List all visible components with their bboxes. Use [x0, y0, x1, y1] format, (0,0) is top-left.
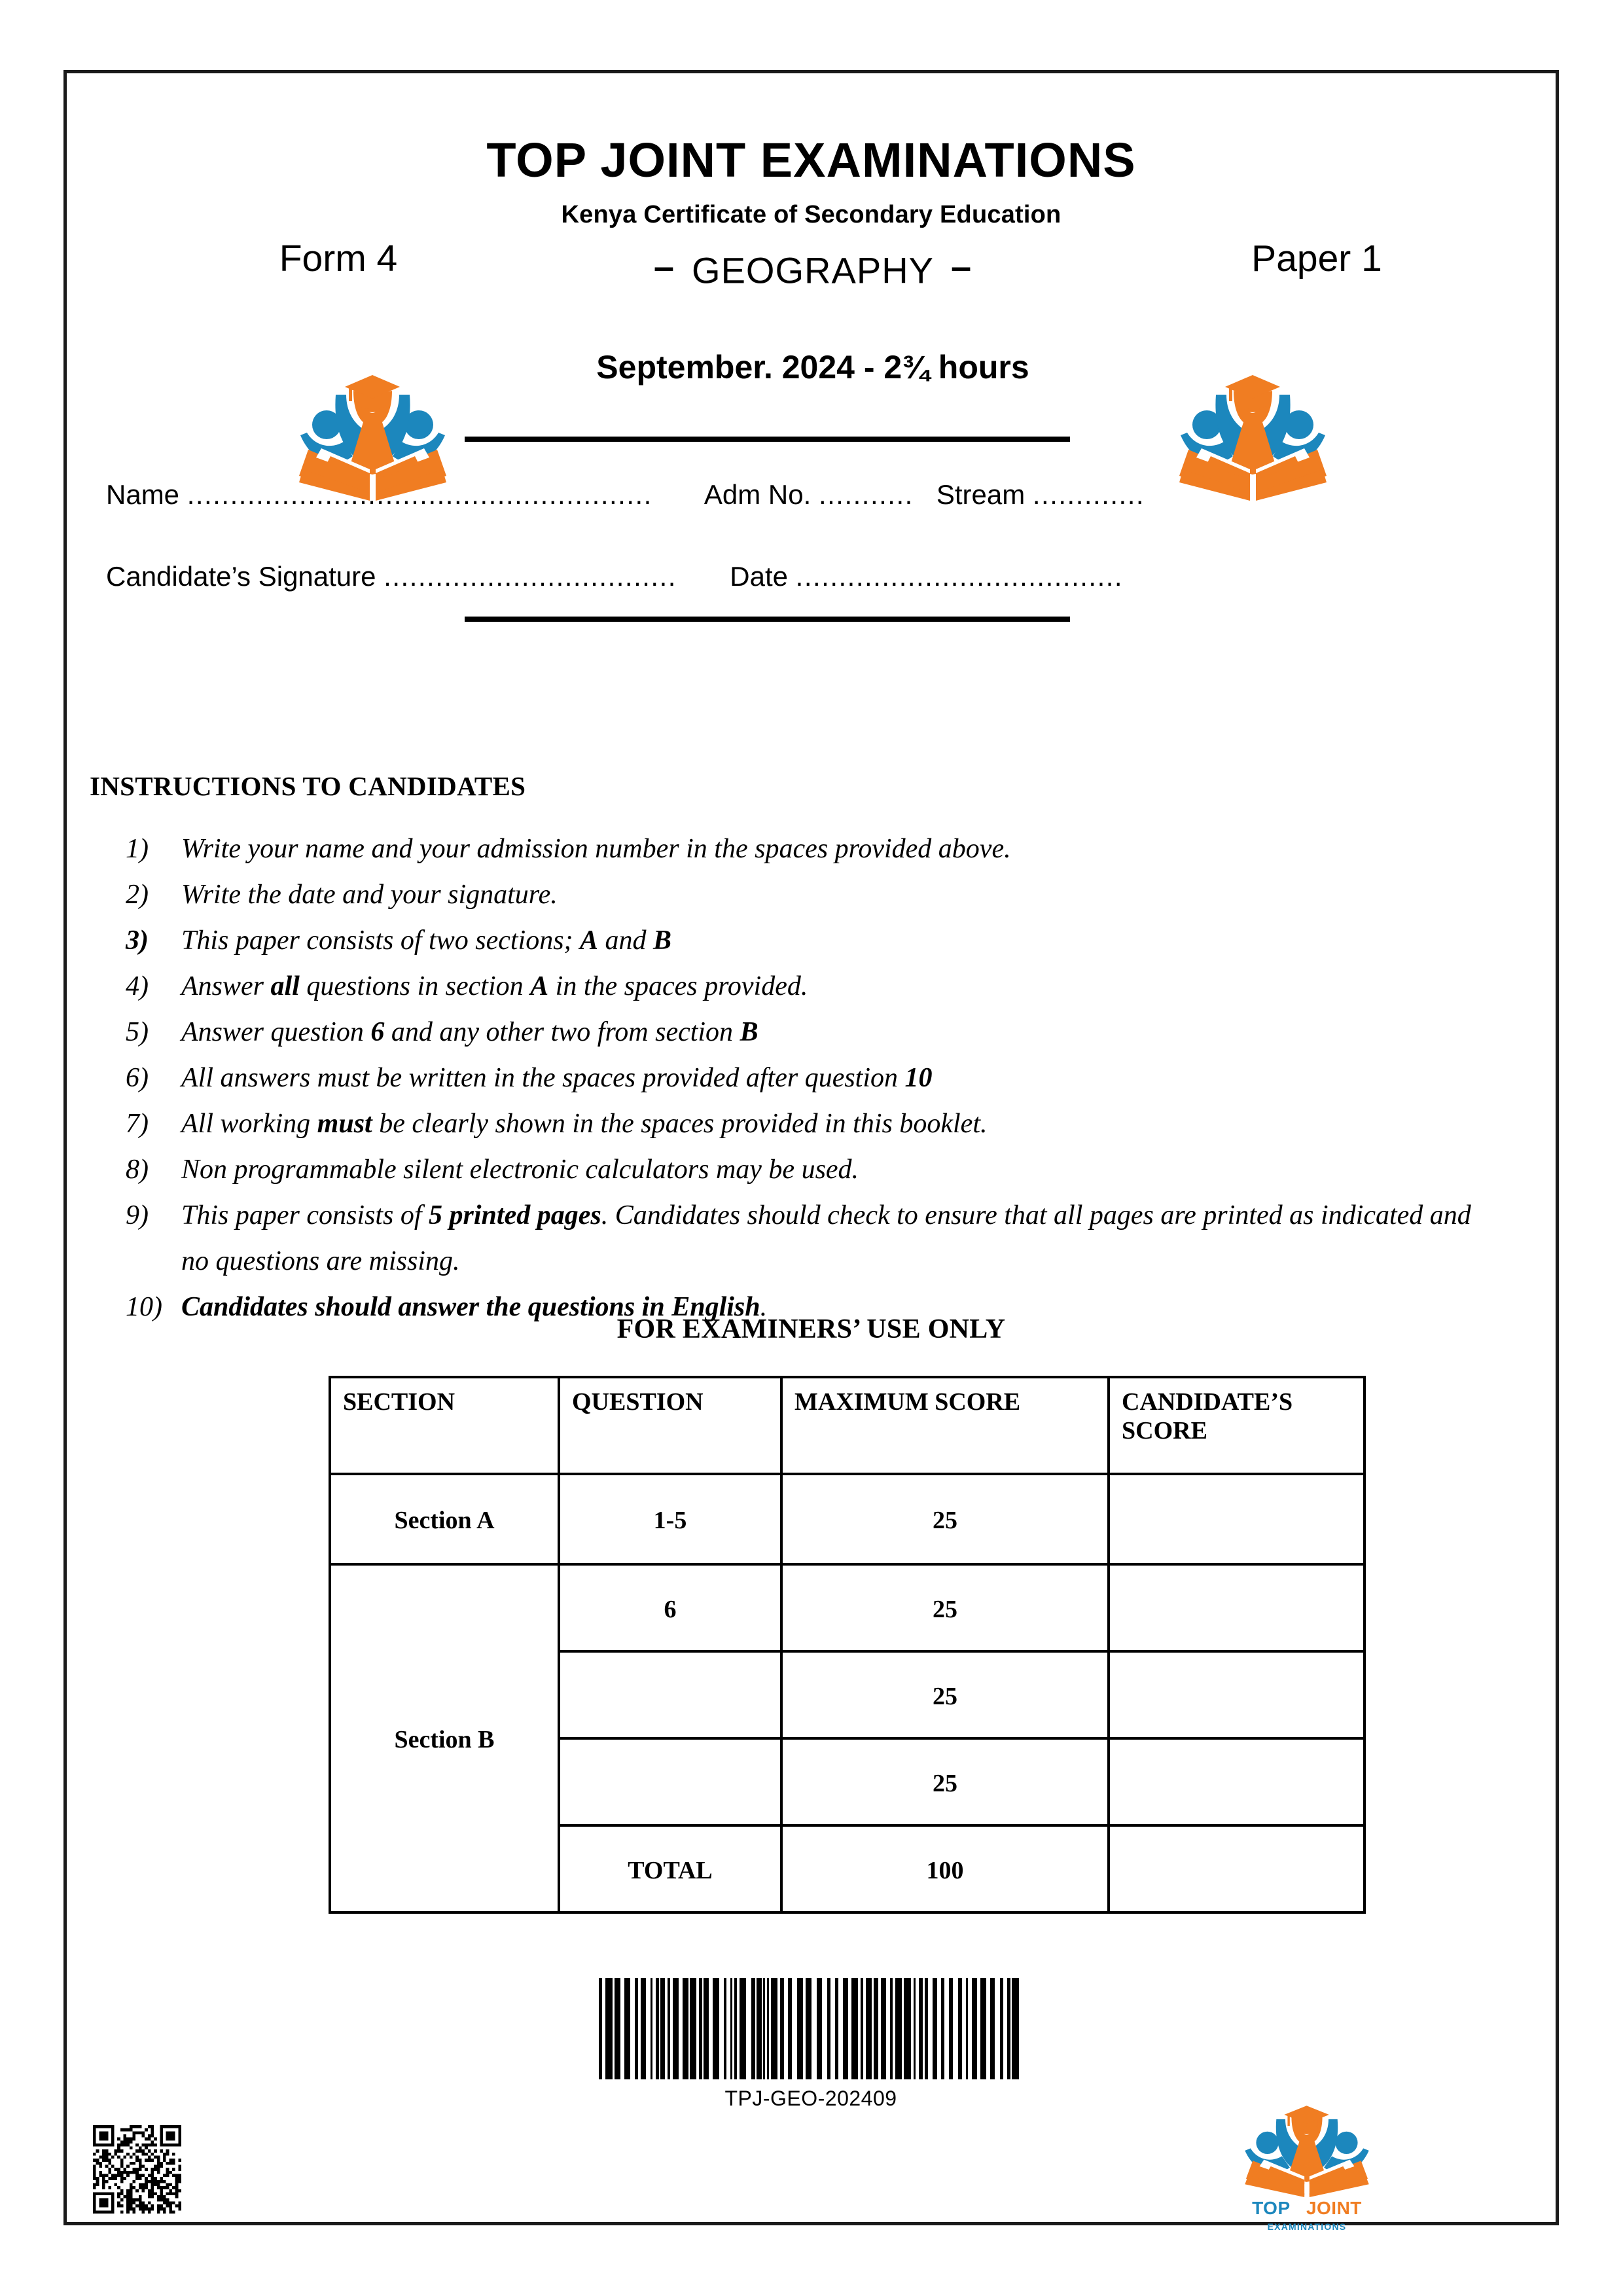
instruction-text: All answers must be written in the spaces provided after question 10 [181, 1063, 933, 1093]
instruction-item [126, 826, 1493, 872]
date-input[interactable]: ...................................... [795, 561, 1124, 592]
instruction-text: All working must be clearly shown in the spaces provided in this booklet. [181, 1109, 988, 1139]
page-title: TOP JOINT EXAMINATIONS [486, 133, 1136, 187]
column-header-candidate-score: CANDIDATE’S SCORE [1109, 1377, 1364, 1474]
subject-line [473, 245, 1153, 292]
certificate-subtitle: Kenya Certificate of Secondary Education [561, 201, 1061, 228]
instruction-text: Non programmable silent electronic calculators may be used. [181, 1155, 859, 1185]
instruction-number: 7) [126, 1109, 149, 1139]
instruction-item [126, 1193, 1493, 1284]
cell-section: Section B [330, 1564, 559, 1912]
instruction-number: 10) [126, 1292, 162, 1322]
instruction-text: Candidates should answer the questions in English. [181, 1292, 768, 1322]
instruction-item [126, 1101, 1493, 1147]
cell-max-score-total: 100 [781, 1825, 1109, 1912]
subject-name: GEOGRAPHY [692, 249, 934, 291]
exam-date-duration: September. 2024 - 2¾ hours [596, 349, 1029, 386]
examiners-score-table [329, 1376, 1366, 1914]
page-content [67, 73, 1556, 2232]
cell-question-total: TOTAL [559, 1825, 781, 1912]
instruction-number: 6) [126, 1063, 149, 1093]
instructions-heading: INSTRUCTIONS TO CANDIDATES [90, 771, 526, 801]
instruction-number: 2) [126, 880, 149, 910]
instruction-item [126, 1147, 1493, 1193]
qr-code [93, 2125, 181, 2214]
cell-question [559, 1651, 781, 1738]
instruction-number: 5) [126, 1017, 149, 1047]
name-input[interactable]: ...................................................... [187, 479, 652, 510]
cell-question: 1-5 [559, 1474, 781, 1564]
column-header-section: SECTION [330, 1377, 559, 1474]
instruction-text: Answer all questions in section A in the spaces provided. [181, 971, 808, 1001]
barcode-block [595, 1978, 1027, 2111]
column-header-max-score: MAXIMUM SCORE [781, 1377, 1109, 1474]
cell-question [559, 1738, 781, 1825]
barcode-image [599, 1978, 1023, 2079]
top-joint-logo-footer [1238, 2099, 1376, 2240]
column-header-question: QUESTION [559, 1377, 781, 1474]
barcode-label: TPJ-GEO-202409 [724, 2087, 897, 2110]
cell-candidate-score[interactable] [1109, 1651, 1364, 1738]
instruction-item [126, 872, 1493, 918]
form-level-label: Form 4 [279, 238, 398, 279]
instruction-number: 3) [126, 925, 149, 956]
header-divider-rule-bottom [465, 617, 1070, 622]
cell-max-score: 25 [781, 1738, 1109, 1825]
dash-left-icon: – [653, 245, 675, 287]
cell-candidate-score[interactable] [1109, 1474, 1364, 1564]
date-label: Date [730, 561, 788, 592]
wordmark-examinations: EXAMINATIONS [1267, 2221, 1347, 2232]
instruction-item [126, 1009, 1493, 1055]
instruction-text: Write the date and your signature. [181, 880, 558, 910]
examiners-table-heading: FOR EXAMINERS’ USE ONLY [616, 1314, 1006, 1344]
cell-max-score: 25 [781, 1474, 1109, 1564]
instruction-item [126, 918, 1493, 963]
instruction-number: 1) [126, 834, 149, 864]
instruction-number: 4) [126, 971, 149, 1001]
instruction-item [126, 963, 1493, 1009]
name-label: Name [106, 479, 180, 510]
cell-candidate-score[interactable] [1109, 1738, 1364, 1825]
name-field-row [106, 479, 1520, 511]
table-row [330, 1474, 1364, 1564]
instruction-text: Write your name and your admission number in the spaces provided above. [181, 834, 1011, 864]
stream-label: Stream [936, 479, 1026, 510]
instruction-text: Answer question 6 and any other two from section B [181, 1017, 758, 1047]
signature-field-row [106, 561, 1520, 592]
instruction-text: This paper consists of two sections; A and B [181, 925, 672, 956]
wordmark-top: TOP [1252, 2198, 1291, 2218]
header-divider-rule-top [465, 437, 1070, 442]
adm-no-input[interactable]: ........... [818, 479, 914, 510]
table-row [330, 1564, 1364, 1651]
signature-input[interactable]: .................................. [383, 561, 677, 592]
cell-max-score: 25 [781, 1651, 1109, 1738]
signature-label: Candidate’s Signature [106, 561, 376, 592]
cell-candidate-score[interactable] [1109, 1564, 1364, 1651]
instructions-list [126, 826, 1493, 1330]
paper-number-label: Paper 1 [1251, 238, 1382, 279]
examiners-table-body [330, 1377, 1364, 1912]
cell-question: 6 [559, 1564, 781, 1651]
cell-max-score: 25 [781, 1564, 1109, 1651]
instruction-text: This paper consists of 5 printed pages. Candidates should check to ensure that all pages are printed as indicated and no questions are missing. [181, 1200, 1471, 1276]
wordmark-joint: JOINT [1306, 2198, 1362, 2218]
adm-no-label: Adm No. [704, 479, 812, 510]
instruction-item [126, 1055, 1493, 1101]
exam-paper-page [63, 70, 1559, 2232]
instruction-number: 9) [126, 1200, 149, 1230]
table-header-row [330, 1377, 1364, 1474]
cell-section: Section A [330, 1474, 559, 1564]
stream-input[interactable]: ............. [1032, 479, 1145, 510]
dash-right-icon: – [950, 245, 972, 287]
footer-logo-wordmark [1238, 2198, 1376, 2236]
instruction-number: 8) [126, 1155, 149, 1185]
cell-candidate-score-total[interactable] [1109, 1825, 1364, 1912]
